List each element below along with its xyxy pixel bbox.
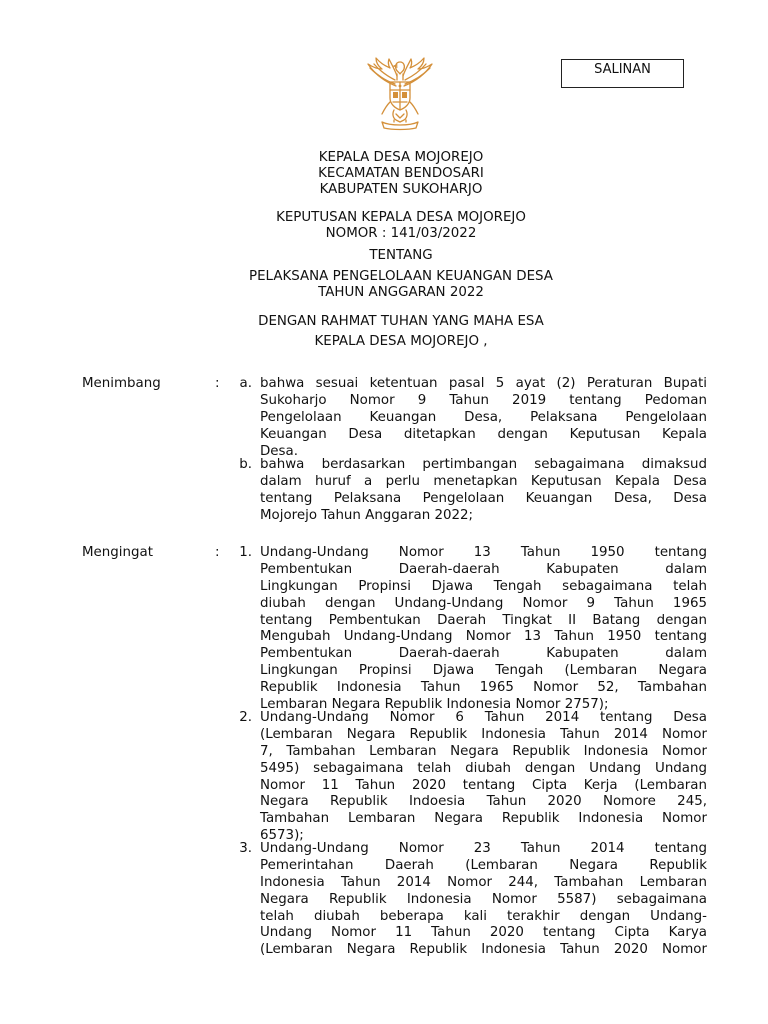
text-line: (Lembaran Negara Republik Indonesia Tahun 2020 Nomor [260,942,707,958]
text-line: Indonesia Tahun 2014 Nomor 244, Tambahan Lembaran [260,874,707,890]
text-line: tentang Pelaksana Pengelolaan Keuangan Desa, Desa [260,490,707,506]
text-line: Tambahan Lembaran Negara Republik Indonesia Nomor [260,811,707,827]
menimbang-colon: : [215,376,220,391]
mengingat-colon: : [215,545,220,560]
text-line: Lingkungan Propinsi Djawa Tengah (Lembaran Negara [260,663,707,679]
text-line: 5495) sebagaimana telah diubah dengan Undang Undang [260,760,707,776]
header-line-2: KECAMATAN BENDOSARI [318,166,484,181]
text-line: Undang-Undang Nomor 6 Tahun 2014 tentang Desa [260,710,707,725]
text-line: Mengubah Undang-Undang Nomor 13 Tahun 1950 tentang [260,629,707,645]
text-line: Mojorejo Tahun Anggaran 2022; [260,507,474,523]
header-line-1: KEPALA DESA MOJOREJO [318,150,484,165]
text-line: Keuangan Desa ditetapkan dengan Keputusan Kepala [260,426,707,442]
garuda-emblem-icon [356,56,444,134]
item-number: b. [239,457,252,472]
text-line: Pemerintahan Daerah (Lembaran Negara Republik [260,857,707,873]
header-line-3: KABUPATEN SUKOHARJO [319,182,483,197]
decree-subject-1: PELAKSANA PENGELOLAAN KEUANGAN DESA [249,269,553,284]
text-line: Lembaran Negara Republik Indonesia Nomor 2757); [260,697,609,713]
decree-number: NOMOR : 141/03/2022 [325,226,477,241]
preamble: DENGAN RAHMAT TUHAN YANG MAHA ESA [258,314,544,329]
item-number: 1. [239,545,252,560]
text-line: Lingkungan Propinsi Djawa Tengah sebagaimana telah [260,578,707,594]
decree-subject-2: TAHUN ANGGARAN 2022 [318,285,484,300]
decree-title: KEPUTUSAN KEPALA DESA MOJOREJO [276,210,526,225]
text-line: Pembentukan Daerah-daerah Kabupaten dalam [260,646,707,662]
text-line: dalam huruf a perlu menetapkan Keputusan Kepala Desa [260,473,707,489]
text-line: telah diubah beberapa kali terakhir dengan Undang- [260,908,707,924]
text-line: Republik Indonesia Tahun 1965 Nomor 52, Tambahan [260,680,707,696]
text-line: Pengelolaan Keuangan Desa, Pelaksana Pengelolaan [260,409,707,425]
text-line: bahwa sesuai ketentuan pasal 5 ayat (2) Peraturan Bupati [260,376,707,391]
text-line: 6573); [260,828,304,844]
text-line: Pembentukan Daerah-daerah Kabupaten dalam [260,561,707,577]
text-line: Undang-Undang Nomor 23 Tahun 2014 tentang [260,841,707,856]
text-line: 7, Tambahan Lembaran Negara Republik Indonesia Nomor [260,743,707,759]
item-number: a. [239,376,252,391]
authority: KEPALA DESA MOJOREJO , [314,334,488,349]
text-line: Desa. [260,443,298,459]
menimbang-label: Menimbang [82,376,161,391]
text-line: diubah dengan Undang-Undang Nomor 9 Tahun 1965 [260,595,707,611]
mengingat-label: Mengingat [82,545,153,560]
text-line: tentang Pembentukan Daerah Tingkat II Batang dengan [260,612,707,628]
text-line: Negara Republik Indoesia Tahun 2020 Nomore 245, [260,794,707,810]
text-line: Sukoharjo Nomor 9 Tahun 2019 tentang Pedoman [260,392,707,408]
text-line: (Lembaran Negara Republik Indonesia Tahun 2014 Nomor [260,726,707,742]
text-line: Undang Nomor 11 Tahun 2020 tentang Cipta Karya [260,925,707,941]
text-line: Undang-Undang Nomor 13 Tahun 1950 tentang [260,545,707,560]
decree-about: TENTANG [369,248,433,263]
text-line: bahwa berdasarkan pertimbangan sebagaimana dimaksud [260,457,707,472]
text-line: Negara Republik Indonesia Nomor 5587) sebagaimana [260,891,707,907]
text-line: Nomor 11 Tahun 2020 tentang Cipta Kerja (Lembaran [260,777,707,793]
item-number: 3. [239,841,252,856]
salinan-stamp: SALINAN [561,59,684,88]
item-number: 2. [239,710,252,725]
